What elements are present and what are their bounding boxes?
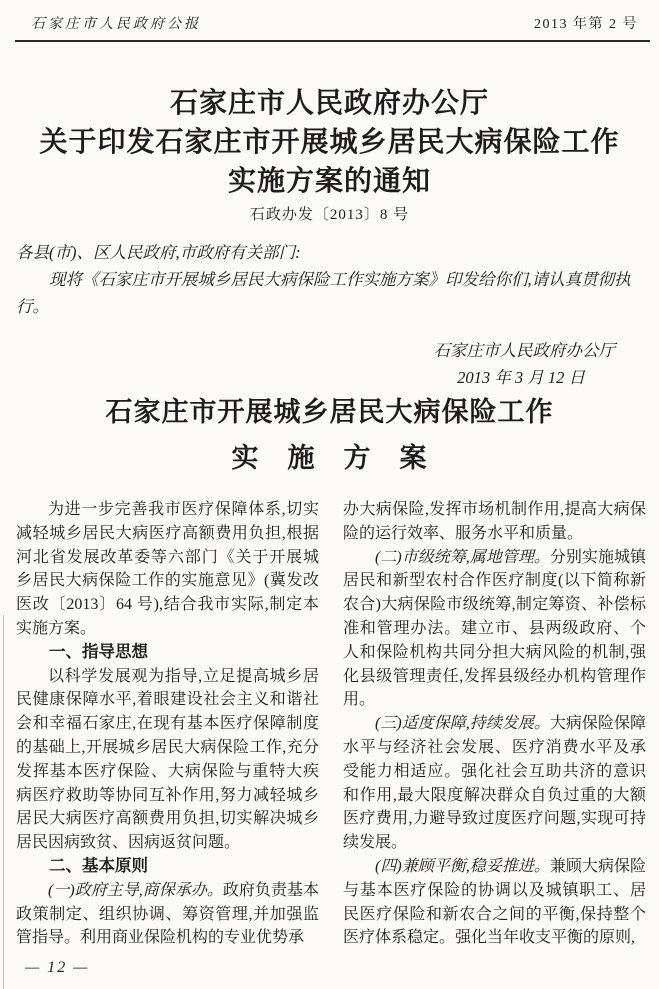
issue-number: 2013 年第 2 号 <box>534 17 638 32</box>
plan-title-line-2: 实 施 方 案 <box>231 443 428 473</box>
notice-title-line-1: 石家庄市人民政府办公厅 <box>169 88 489 119</box>
body-paragraph: 为进一步完善我市医疗保障体系,切实减轻城乡居民大病医疗高额费用负担,根据河北省发展改革委等六部门《关于开展城乡居民大病保险工作的实施意见》(冀发改医改〔2013〕64 号),结合我市实际,制定本实施方案。 <box>16 501 319 637</box>
signer-name: 石家庄市人民政府办公厅 <box>433 341 615 360</box>
notice-paragraph: 现将《石家庄市开展城乡居民大病保险工作实施方案》印发给你们,请认真贯彻执行。 <box>16 270 631 316</box>
body-paragraph: (四)兼顾平衡,稳妥推进。兼顾大病保险与基本医疗保险的协调以及城镇职工、居民医疗保险和新农合之间的平衡,保持整个医疗体系稳定。强化当年收支平衡的原则, <box>343 857 646 947</box>
gazette-name: 石家庄市人民政府公报 <box>31 17 201 32</box>
section-heading: 一、指导思想 <box>49 642 148 661</box>
body-paragraph: (一)政府主导,商保承办。政府负责基本政策制定、组织协调、筹资管理,并加强监管指导。利用商业保险机构的专业优势承 <box>16 881 319 947</box>
paragraph-lead: (四)兼顾平衡,稳妥推进。 <box>375 857 550 875</box>
paragraph-lead: (一)政府主导,商保承办。 <box>48 881 223 899</box>
signature-block <box>16 337 645 391</box>
salutation: 各县(市)、区人民政府,市政府有关部门: <box>16 243 301 262</box>
scan-edge-artifact <box>3 615 4 989</box>
plan-body <box>16 498 646 950</box>
plan-title-line-1: 石家庄市开展城乡居民大病保险工作 <box>105 397 554 427</box>
signature-date: 2013 年 3 月 12 日 <box>457 368 585 387</box>
left-column <box>16 498 319 950</box>
body-paragraph: (二)市级统筹,属地管理。分别实施城镇居民和新型农村合作医疗制度(以下简称新农合)大病保险市级统筹,制定筹资、补偿标准和管理办法。建立市、县两级政府、个人和保险机构共同分担大病风险的机制,强化县级管理责任,发挥县级经办机构管理作用。 <box>343 548 646 709</box>
paragraph-lead: (二)市级统筹,属地管理。 <box>375 548 550 566</box>
notice-body <box>16 239 645 391</box>
paragraph-lead: (三)适度保障,持续发展。 <box>375 715 550 733</box>
header-row <box>15 0 650 40</box>
body-paragraph: (三)适度保障,持续发展。大病保险保障水平与经济社会发展、医疗消费水平及承受能力相适应。强化社会互助共济的意识和作用,最大限度解决群众自负过重的大额医疗费用,力避导致过度医疗问题,实现可持续发展。 <box>343 715 646 852</box>
page-number: — 12 — <box>25 959 90 976</box>
section-heading: 二、基本原则 <box>49 856 148 875</box>
page-header <box>15 0 650 42</box>
notice-title-line-2: 关于印发石家庄市开展城乡居民大病保险工作 <box>39 127 620 158</box>
right-column <box>343 498 646 950</box>
body-paragraph: 办大病保险,发挥市场机制作用,提高大病保险的运行效率、服务水平和质量。 <box>343 501 646 542</box>
document-number: 石政办发〔2013〕8 号 <box>249 207 410 223</box>
plan-title <box>0 389 659 481</box>
notice-title <box>0 84 659 226</box>
notice-title-line-3: 实施方案的通知 <box>227 166 431 197</box>
body-paragraph: 以科学发展观为指导,立足提高城乡居民健康保障水平,着眼建设社会主义和谐社会和幸福石家庄,在现有基本医疗保障制度的基础上,开展城乡居民大病保险工作,充分发挥基本医疗保险、大病保险与重特大疾病医疗救助等协同互补作用,努力减轻城乡居民大病医疗高额费用负担,切实解决城乡居民因病致贫、因病返贫问题。 <box>16 667 319 852</box>
